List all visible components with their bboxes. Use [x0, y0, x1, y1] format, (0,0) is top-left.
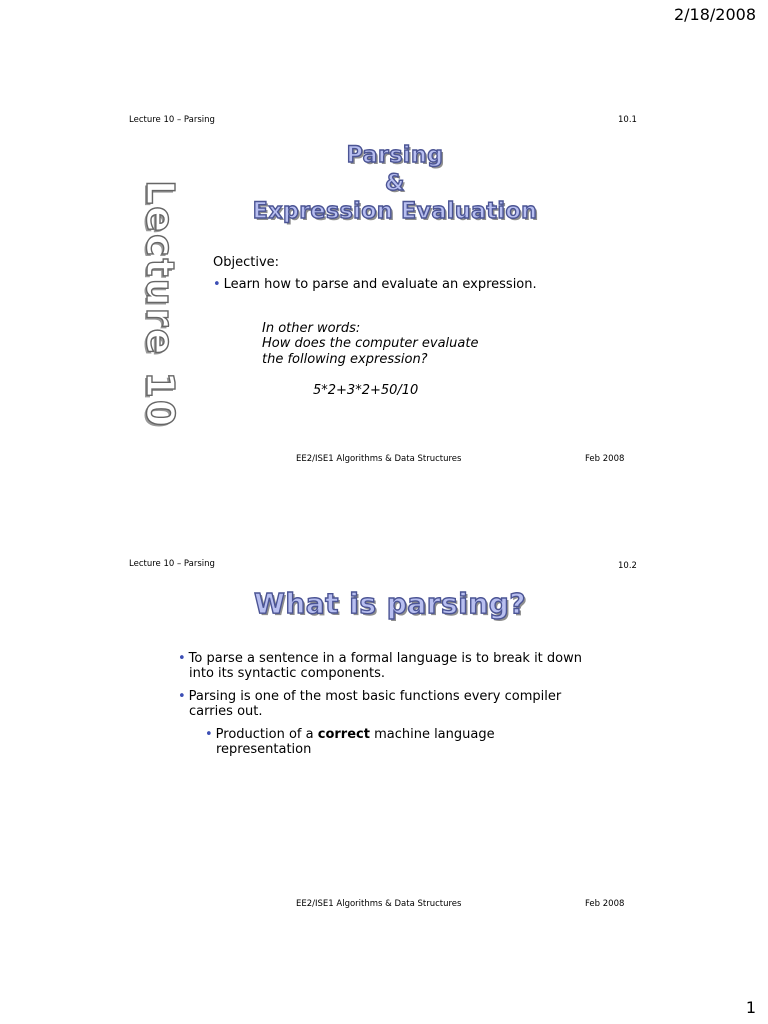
italic-line-3: the following expression?: [262, 352, 428, 367]
bullet-dot-icon: •: [205, 727, 213, 742]
slide-2-header-right: 10.2: [618, 561, 637, 571]
objective-bullet-text: Learn how to parse and evaluate an expression.: [223, 277, 537, 292]
slide-2-sub-bullet: [205, 727, 495, 743]
slide-2-bullet-1-line-1: To parse a sentence in a formal language is to break it down: [188, 651, 582, 666]
slide-1-title-line-2: &: [385, 171, 405, 196]
bullet-dot-icon: •: [178, 689, 186, 704]
sub-bullet-prefix: Production of a: [215, 727, 318, 742]
sub-bullet-bold: correct: [317, 727, 370, 742]
slide-1-footer-right: Feb 2008: [585, 454, 625, 464]
slide-2-bullet-1-line-2: into its syntactic components.: [189, 666, 386, 681]
italic-line-1: In other words:: [262, 321, 361, 336]
slide-1-header-left: Lecture 10 – Parsing: [129, 115, 215, 125]
slide-1-header-right: 10.1: [618, 115, 637, 125]
slide-2-bullet-1: [178, 651, 582, 667]
bullet-dot-icon: •: [178, 651, 186, 666]
objective-bullet: [213, 277, 537, 293]
slide-1-title: [220, 142, 570, 226]
slide-2-sub-bullet-line-2: representation: [216, 742, 312, 757]
slide-2-footer-right: Feb 2008: [585, 899, 625, 909]
objective-label: Objective:: [213, 255, 280, 270]
slide-1-side-label: Lecture 10: [138, 180, 182, 429]
slide-2-bullet-2-line-1: Parsing is one of the most basic functions every compiler: [188, 689, 562, 704]
sub-bullet-suffix: machine language: [369, 727, 495, 742]
expression: 5*2+3*2+50/10: [313, 383, 419, 398]
slide-2-bullet-2-line-2: carries out.: [189, 704, 263, 719]
slide-2-header-left: Lecture 10 – Parsing: [129, 559, 215, 569]
slide-1-title-line-1: Parsing: [346, 143, 444, 168]
slide-2-bullet-2: [178, 689, 561, 705]
slide-2-footer-center: EE2/ISE1 Algorithms & Data Structures: [296, 899, 462, 909]
bullet-dot-icon: •: [213, 277, 221, 292]
italic-line-2: How does the computer evaluate: [262, 336, 479, 351]
slide-1-footer-center: EE2/ISE1 Algorithms & Data Structures: [296, 454, 462, 464]
slide-1-title-line-3: Expression Evaluation: [252, 199, 538, 224]
slide-2-title: What is parsing?: [253, 587, 527, 620]
page-number: 1: [745, 998, 756, 1017]
page-date: 2/18/2008: [673, 5, 756, 24]
